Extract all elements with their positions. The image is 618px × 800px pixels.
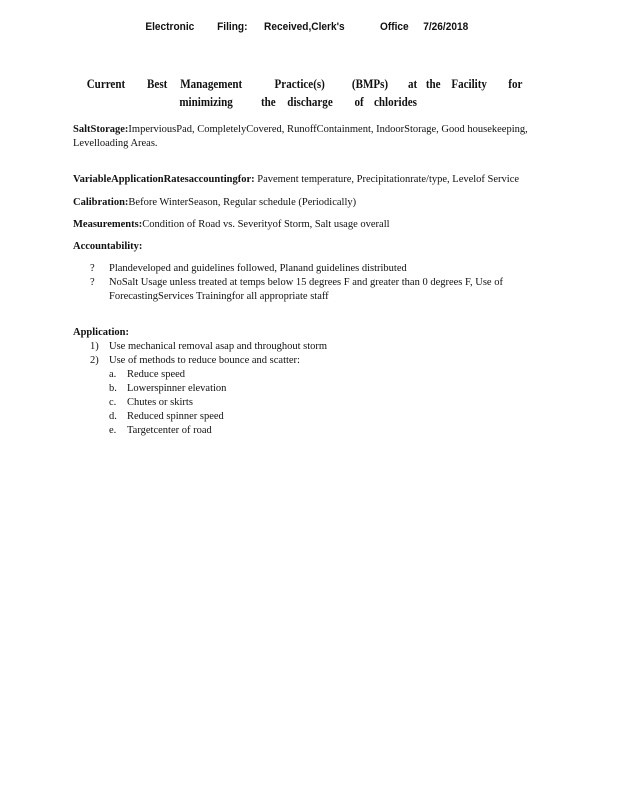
title-word: for bbox=[508, 76, 523, 91]
list-item bbox=[109, 410, 553, 424]
title-word: the bbox=[425, 76, 441, 91]
list-number: 1) bbox=[90, 341, 99, 352]
title-word: Facility bbox=[451, 76, 487, 91]
salt-storage-paragraph bbox=[73, 123, 553, 151]
list-item-text: NoSalt Usage unless treated at temps below 15 degrees F and greater than 0 degrees F, Use of ForecastingServices Trainingfor all appropriate staff bbox=[109, 277, 503, 302]
list-item bbox=[73, 340, 553, 354]
accountability-heading bbox=[73, 240, 553, 254]
list-item-text: Use of methods to reduce bounce and scatter: bbox=[109, 355, 300, 366]
application-list bbox=[73, 340, 553, 438]
header-date: 7/26/2018 bbox=[423, 21, 469, 33]
title-word: minimizing bbox=[179, 94, 233, 109]
application-label: Application: bbox=[73, 327, 130, 338]
list-item-text: Chutes or skirts bbox=[127, 397, 193, 408]
list-letter: d. bbox=[109, 411, 117, 422]
header-office: Office bbox=[379, 21, 409, 33]
title-word: at bbox=[408, 76, 418, 91]
title-word: the bbox=[260, 94, 276, 109]
header-filing: Filing: bbox=[217, 21, 248, 33]
title-word: chlorides bbox=[374, 94, 417, 109]
calibration-text: Before WinterSeason, Regular schedule (Periodically) bbox=[128, 197, 357, 208]
variable-rates-paragraph bbox=[73, 173, 553, 187]
list-number: 2) bbox=[90, 355, 99, 366]
application-heading bbox=[73, 326, 553, 340]
bullet-glyph: ? bbox=[90, 277, 95, 288]
calibration-paragraph bbox=[73, 196, 553, 210]
header-received: Received,Clerk's bbox=[264, 21, 345, 33]
measurements-label: Measurements: bbox=[73, 219, 143, 230]
title-word: Practice(s) bbox=[274, 76, 325, 91]
variable-rates-label: VariableApplicationRatesaccountingfor: bbox=[73, 174, 255, 185]
list-item-text: Targetcenter of road bbox=[127, 425, 212, 436]
filing-header bbox=[0, 21, 569, 37]
list-letter: e. bbox=[109, 425, 117, 436]
title-word: Management bbox=[180, 76, 243, 91]
list-item-text: Reduce speed bbox=[127, 369, 186, 380]
list-letter: b. bbox=[109, 383, 117, 394]
header-electronic: Electronic bbox=[145, 21, 195, 33]
measurements-paragraph bbox=[73, 218, 553, 232]
list-letter: c. bbox=[109, 397, 117, 408]
variable-rates-text: Pavement temperature, Precipitationrate/type, Levelof Service bbox=[254, 174, 520, 185]
list-item bbox=[73, 354, 553, 438]
salt-storage-label: SaltStorage: bbox=[73, 124, 129, 135]
application-sublist bbox=[109, 368, 553, 438]
list-item bbox=[73, 262, 553, 276]
calibration-label: Calibration: bbox=[73, 197, 129, 208]
accountability-label: Accountability: bbox=[73, 241, 143, 252]
measurements-text: Condition of Road vs. Severityof Storm, Salt usage overall bbox=[142, 219, 390, 230]
list-letter: a. bbox=[109, 369, 117, 380]
list-item-text: Plandeveloped and guidelines followed, Planand guidelines distributed bbox=[109, 263, 407, 274]
title-word: Best bbox=[147, 76, 168, 91]
list-item bbox=[109, 368, 553, 382]
title-word: (BMPs) bbox=[351, 76, 389, 91]
list-item bbox=[109, 396, 553, 410]
title-word: of bbox=[354, 94, 364, 109]
list-item-text: Use mechanical removal asap and throughout storm bbox=[109, 341, 328, 352]
list-item bbox=[73, 276, 553, 304]
document-body bbox=[73, 123, 553, 438]
salt-storage-text: ImperviousPad, CompletelyCovered, RunoffContainment, IndoorStorage, Good housekeeping, Levelloading Areas. bbox=[73, 124, 528, 149]
accountability-list bbox=[73, 262, 553, 304]
list-item bbox=[109, 382, 553, 396]
list-item bbox=[109, 424, 553, 438]
bullet-glyph: ? bbox=[90, 263, 95, 274]
list-item-text: Reduced spinner speed bbox=[127, 411, 224, 422]
list-item-text: Lowerspinner elevation bbox=[127, 383, 227, 394]
title-word: Current bbox=[86, 76, 126, 91]
title-word: discharge bbox=[287, 94, 333, 109]
